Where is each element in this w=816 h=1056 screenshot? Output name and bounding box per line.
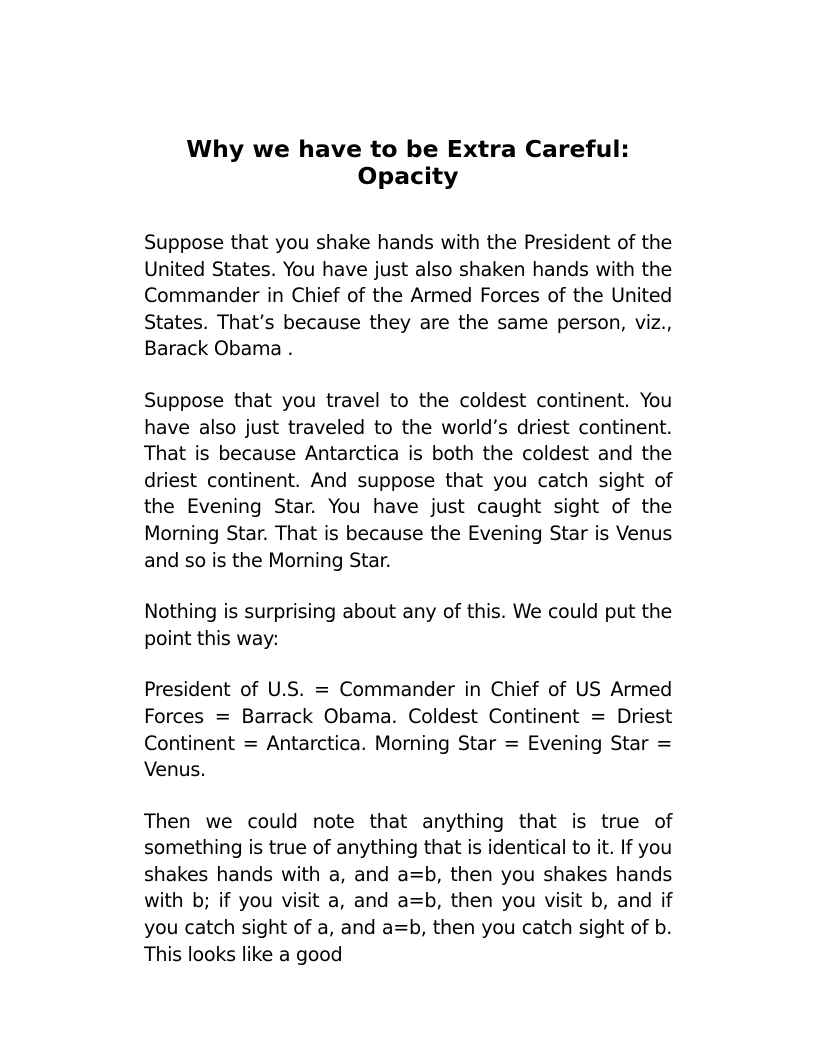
paragraph-antarctica-venus: Suppose that you travel to the coldest continent. You have also just traveled to the world’s driest continent. That is because Antarctica is both the coldest and the driest continent. And suppose that you catch sight of the Evening Star. You have just caught sight of the Morning Star. That is because the Evening Star is Venus and so is the Morning Star. [144, 388, 672, 572]
document-page [144, 136, 672, 968]
paragraph-president: Suppose that you shake hands with the President of the United States. You have just also shaken hands with the Commander in Chief of the Armed Forces of the United States. That’s because they are the same person, viz., Barack Obama . [144, 231, 672, 361]
title-line-2: Opacity [357, 162, 459, 190]
paragraph-identity-principle: Then we could note that anything that is true of something is true of anything that is identical to it. If you shakes hands with a, and a=b, then you shakes hands with b; if you visit a, and a=b, then you visit b, and if you catch sight of a, and a=b, then you catch sight of b. This looks like a good [144, 809, 672, 966]
title-line-1: Why we have to be Extra Careful: [186, 135, 630, 163]
paragraph-nothing-surprising: Nothing is surprising about any of this. We could put the point this way: [144, 600, 672, 650]
page-title [144, 136, 672, 190]
paragraph-identities: President of U.S. = Commander in Chief of US Armed Forces = Barrack Obama. Coldest Continent = Driest Continent = Antarctica. Morning Star = Evening Star = Venus. [144, 678, 672, 782]
